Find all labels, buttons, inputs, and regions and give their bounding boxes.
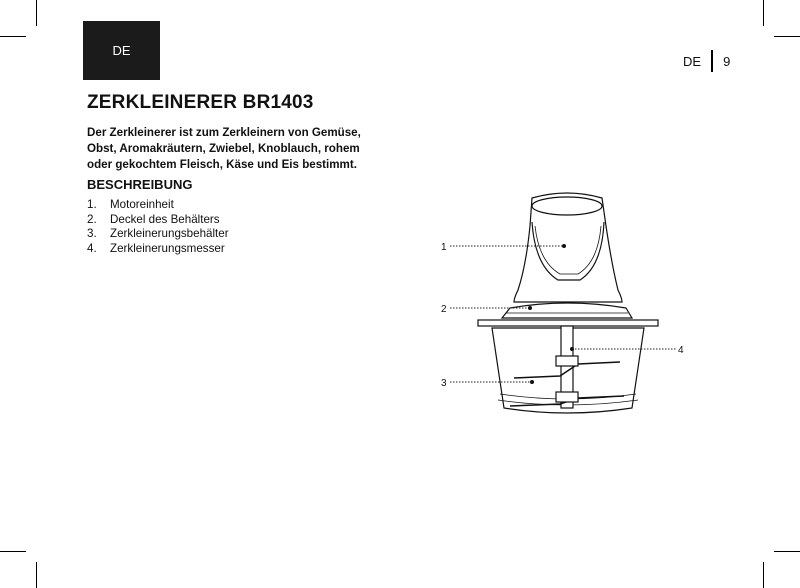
crop-mark — [36, 0, 37, 26]
item-number: 4. — [87, 241, 97, 255]
item-label: Zerkleinerungsmesser — [110, 241, 225, 255]
container-rim — [478, 320, 658, 326]
callout-dot — [570, 347, 574, 351]
callout-label-2: 2 — [441, 304, 447, 315]
item-number: 3. — [87, 227, 97, 240]
callout-dot — [530, 380, 534, 384]
crop-mark — [774, 551, 800, 552]
page-separator — [711, 50, 713, 72]
language-tab — [83, 21, 160, 80]
item-label: Zerkleinerungsbehälter — [110, 227, 229, 240]
list-item — [87, 198, 229, 213]
parts-list — [87, 198, 229, 256]
page-indicator — [683, 49, 730, 73]
callout-dot — [528, 306, 532, 310]
item-label: Deckel des Behälters — [110, 212, 220, 226]
crop-mark — [763, 0, 764, 26]
page-title: ZERKLEINERER BR1403 — [87, 92, 314, 113]
page-number: 9 — [723, 53, 731, 69]
list-item — [87, 213, 229, 228]
crop-mark — [0, 36, 26, 37]
crop-mark — [763, 562, 764, 588]
item-number: 1. — [87, 198, 97, 211]
crop-mark — [36, 562, 37, 588]
item-number: 2. — [87, 212, 97, 226]
callout-label-3: 3 — [441, 378, 447, 389]
crop-mark — [774, 36, 800, 37]
list-item — [87, 227, 229, 242]
motor-top — [532, 197, 602, 215]
chopper-illustration — [436, 186, 696, 426]
callout-label-4: 4 — [678, 345, 684, 356]
intro-paragraph: Der Zerkleinerer ist zum Zerkleinern von Gemüse, Obst, Aromakräutern, Zwiebel, Knoblauch, rohem oder gekochtem Fleisch, Käse und Eis bestimmt. — [87, 126, 361, 171]
item-label: Motoreinheit — [110, 198, 174, 211]
crop-mark — [0, 551, 26, 552]
section-heading: BESCHREIBUNG — [87, 177, 193, 192]
page-language: DE — [683, 53, 702, 69]
callout-label-1: 1 — [441, 242, 447, 253]
container-lid — [502, 303, 632, 318]
callout-dot — [562, 244, 566, 248]
list-item — [87, 242, 229, 257]
language-tab-label: DE — [112, 43, 131, 58]
